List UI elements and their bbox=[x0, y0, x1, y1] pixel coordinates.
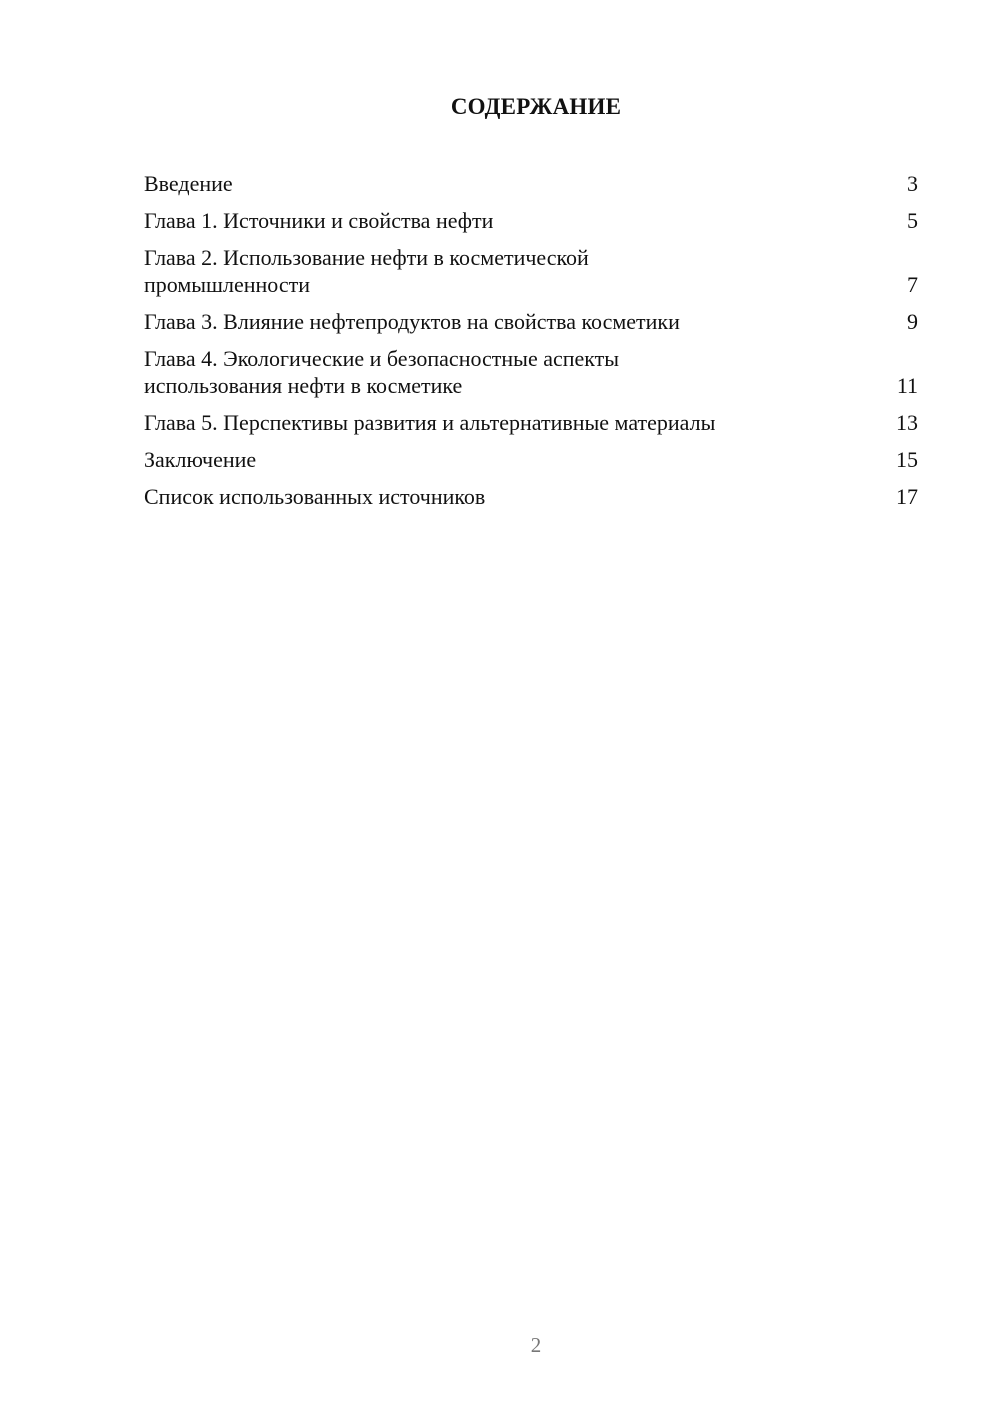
toc-entry-chapter-2[interactable] bbox=[144, 244, 918, 298]
toc-entry-title bbox=[144, 446, 896, 473]
toc-entry-title bbox=[144, 170, 907, 197]
toc-entry-title bbox=[144, 409, 896, 436]
toc-entry-page-number: 13 bbox=[896, 410, 918, 435]
toc-entry-page-number: 17 bbox=[896, 484, 918, 509]
toc-entry-title-line: Глава 5. Перспективы развития и альтернативные материалы bbox=[144, 410, 716, 435]
toc-entry-title-line: использования нефти в косметике bbox=[144, 373, 463, 398]
page-title: СОДЕРЖАНИЕ bbox=[450, 94, 622, 119]
toc-entry-title-line: Глава 4. Экологические и безопасностные аспекты bbox=[144, 346, 620, 371]
toc-entry-title bbox=[144, 483, 896, 510]
toc-entry-title-line: Заключение bbox=[144, 447, 257, 472]
toc-entry-title-line: Список использованных источников bbox=[144, 484, 486, 509]
toc-entry-page-number: 5 bbox=[907, 208, 918, 233]
toc-entry-title bbox=[144, 308, 907, 335]
toc-entry-chapter-4[interactable] bbox=[144, 345, 918, 399]
toc-entry-title bbox=[144, 244, 907, 298]
toc-entry-introduction[interactable] bbox=[144, 170, 918, 197]
toc-entry-title-line: Введение bbox=[144, 171, 233, 196]
toc-entry-title-line: промышленности bbox=[144, 272, 310, 297]
toc-entry-chapter-1[interactable] bbox=[144, 207, 918, 234]
toc-entry-title-line: Глава 2. Использование нефти в косметической bbox=[144, 245, 589, 270]
toc-entry-chapter-3[interactable] bbox=[144, 308, 918, 335]
toc-entry-chapter-5[interactable] bbox=[144, 409, 918, 436]
page-number: 2 bbox=[530, 1333, 542, 1357]
toc-entry-title bbox=[144, 207, 907, 234]
toc-entry-page-number: 3 bbox=[907, 171, 918, 196]
toc-entry-title-line: Глава 1. Источники и свойства нефти bbox=[144, 208, 494, 233]
toc-entry-page-number: 15 bbox=[896, 447, 918, 472]
toc-entry-page-number: 9 bbox=[907, 309, 918, 334]
table-of-contents bbox=[144, 170, 918, 520]
toc-entry-page-number: 7 bbox=[907, 272, 918, 297]
toc-entry-title bbox=[144, 345, 897, 399]
toc-entry-conclusion[interactable] bbox=[144, 446, 918, 473]
toc-entry-title-line: Глава 3. Влияние нефтепродуктов на свойства косметики bbox=[144, 309, 680, 334]
toc-entry-references[interactable] bbox=[144, 483, 918, 510]
toc-entry-page-number: 11 bbox=[896, 373, 918, 398]
